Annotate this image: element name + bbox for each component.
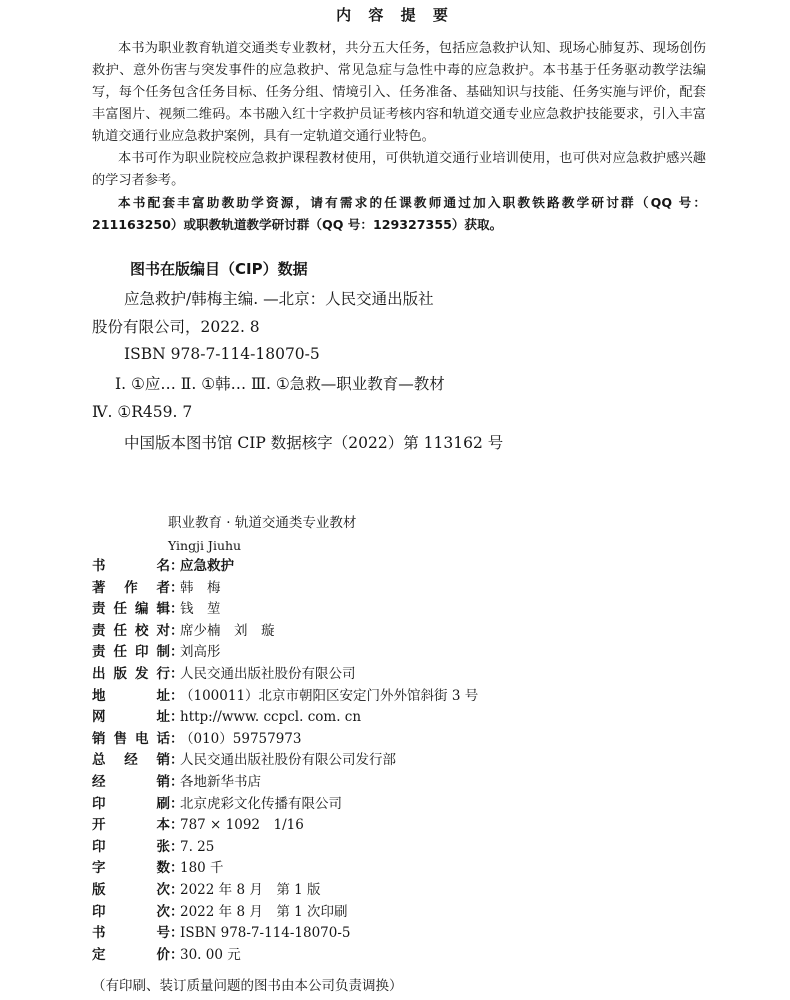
colophon-row: 责任校对 ： 席少楠 刘 璇 xyxy=(92,621,732,643)
colophon-label: 责任编辑 xyxy=(92,601,170,618)
colophon-row: 定 价 ： 30. 00 元 xyxy=(92,945,732,967)
colophon-value: 180 千 xyxy=(180,860,224,877)
series-title: 职业教育 · 轨道交通类专业教材 xyxy=(168,515,357,531)
colophon-value: 30. 00 元 xyxy=(180,946,241,963)
colophon-label: 印 次 xyxy=(92,903,170,920)
colophon-value: 席少楠 刘 璇 xyxy=(180,622,275,639)
colophon-label: 经 销 xyxy=(92,773,170,790)
colophon-value: 7. 25 xyxy=(180,838,215,855)
colophon-value: http://www. ccpcl. com. cn xyxy=(180,709,362,726)
colophon-row: 书 名 ： 应急救护 xyxy=(92,556,732,578)
colophon-label: 书 名 xyxy=(92,558,170,574)
colophon-row: 责任编辑 ： 钱 堃 xyxy=(92,599,732,621)
colophon-label: 版 次 xyxy=(92,881,170,898)
colophon-label: 责任校对 xyxy=(92,622,170,639)
colophon-label: 著 作 者 xyxy=(92,579,170,596)
colophon-label: 地 址 xyxy=(92,687,170,704)
cip-line-2: 股份有限公司，2022. 8 xyxy=(92,318,260,336)
colophon-label: 印 刷 xyxy=(92,795,170,812)
colophon-label: 定 价 xyxy=(92,946,170,963)
colophon-value: 钱 堃 xyxy=(180,601,221,618)
colophon-value: 787 × 1092 1/16 xyxy=(180,817,304,834)
colophon-label: 责任印制 xyxy=(92,644,170,661)
colophon-row: 著 作 者 ： 韩 梅 xyxy=(92,578,732,600)
colophon xyxy=(92,556,732,966)
colophon-label: 销售电话 xyxy=(92,730,170,747)
cip-heading: 图书在版编目（CIP）数据 xyxy=(130,260,308,278)
colophon-row: 责任印制 ： 刘高彤 xyxy=(92,642,732,664)
colophon-label: 书 号 xyxy=(92,925,170,942)
colophon-row: 网 址 ： http://www. ccpcl. com. cn xyxy=(92,707,732,729)
colophon-value: 北京虎彩文化传播有限公司 xyxy=(180,795,342,812)
cip-line-5: Ⅳ. ①R459. 7 xyxy=(92,403,193,421)
summary-paragraph-2: 本书可作为职业院校应急救护课程教材使用，可供轨道交通行业培训使用，也可供对应急救护感兴趣的学习者参考。 xyxy=(92,151,706,188)
colophon-label: 印 张 xyxy=(92,838,170,855)
colophon-label: 网 址 xyxy=(92,709,170,726)
colophon-value: 2022 年 8 月 第 1 版 xyxy=(180,881,321,898)
colophon-value: （010）59757973 xyxy=(180,730,302,747)
colophon-value: 刘高彤 xyxy=(180,644,221,661)
colophon-row: 出版发行 ： 人民交通出版社股份有限公司 xyxy=(92,664,732,686)
colophon-row: 印 次 ： 2022 年 8 月 第 1 次印刷 xyxy=(92,902,732,924)
colophon-value: 各地新华书店 xyxy=(180,773,261,790)
cip-line-4: Ⅰ. ①应… Ⅱ. ①韩… Ⅲ. ①急救—职业教育—教材 xyxy=(115,375,445,393)
summary-paragraph-resources: 本书配套丰富助教助学资源，请有需求的任课教师通过加入职教铁路教学研讨群（QQ 号：211163250）或职教轨道教学研讨群（QQ 号：129327355）获取。 xyxy=(92,195,706,232)
colophon-value: 韩 梅 xyxy=(180,579,221,596)
summary-paragraph-1: 本书为职业教育轨道交通类专业教材，共分五大任务，包括应急救护认知、现场心肺复苏、现场创伤救护、意外伤害与突发事件的应急救护、常见急症与急性中毒的应急救护。本书基于任务驱动教学法编写，每个任务包含任务目标、任务分组、情境引入、任务准备、基础知识与技能、任务实施与评价，配套丰富图片、视频二维码。本书融入红十字救护员证考核内容和轨道交通专业应急救护技能要求，引入丰富轨道交通行业应急救护案例，具有一定轨道交通行业特色。 xyxy=(92,41,706,144)
summary-section xyxy=(92,38,706,236)
colophon-row: 销售电话 ： （010）59757973 xyxy=(92,729,732,751)
colophon-value: ISBN 978-7-114-18070-5 xyxy=(180,925,351,942)
colophon-label: 字 数 xyxy=(92,860,170,877)
colophon-value: 人民交通出版社股份有限公司发行部 xyxy=(180,752,396,769)
footer-note: （有印刷、装订质量问题的图书由本公司负责调换） xyxy=(92,978,403,994)
colophon-value: 2022 年 8 月 第 1 次印刷 xyxy=(180,903,348,920)
colophon-row: 总 经 销 ： 人民交通出版社股份有限公司发行部 xyxy=(92,750,732,772)
page-title: 内 容 提 要 xyxy=(336,6,454,24)
colophon-row: 开 本 ： 787 × 1092 1/16 xyxy=(92,815,732,837)
colophon-value: 人民交通出版社股份有限公司 xyxy=(180,665,356,682)
pinyin-title: Yingji Jiuhu xyxy=(168,538,242,553)
colophon-row: 地 址 ： （100011）北京市朝阳区安定门外外馆斜街 3 号 xyxy=(92,686,732,708)
colophon-row: 书 号 ： ISBN 978-7-114-18070-5 xyxy=(92,923,732,945)
colophon-label: 总 经 销 xyxy=(92,752,170,769)
cip-line-6: 中国版本图书馆 CIP 数据核字（2022）第 113162 号 xyxy=(124,434,504,452)
colophon-label: 出版发行 xyxy=(92,665,170,682)
cip-line-3: ISBN 978-7-114-18070-5 xyxy=(124,345,320,363)
colophon-value: （100011）北京市朝阳区安定门外外馆斜街 3 号 xyxy=(180,687,479,704)
colophon-row: 字 数 ： 180 千 xyxy=(92,858,732,880)
colophon-row: 印 刷 ： 北京虎彩文化传播有限公司 xyxy=(92,794,732,816)
colophon-row: 印 张 ： 7. 25 xyxy=(92,837,732,859)
colophon-label: 开 本 xyxy=(92,817,170,834)
cip-line-1: 应急救护/韩梅主编. —北京：人民交通出版社 xyxy=(124,290,434,308)
colophon-row: 经 销 ： 各地新华书店 xyxy=(92,772,732,794)
colophon-row: 版 次 ： 2022 年 8 月 第 1 版 xyxy=(92,880,732,902)
colophon-value: 应急救护 xyxy=(180,558,234,574)
